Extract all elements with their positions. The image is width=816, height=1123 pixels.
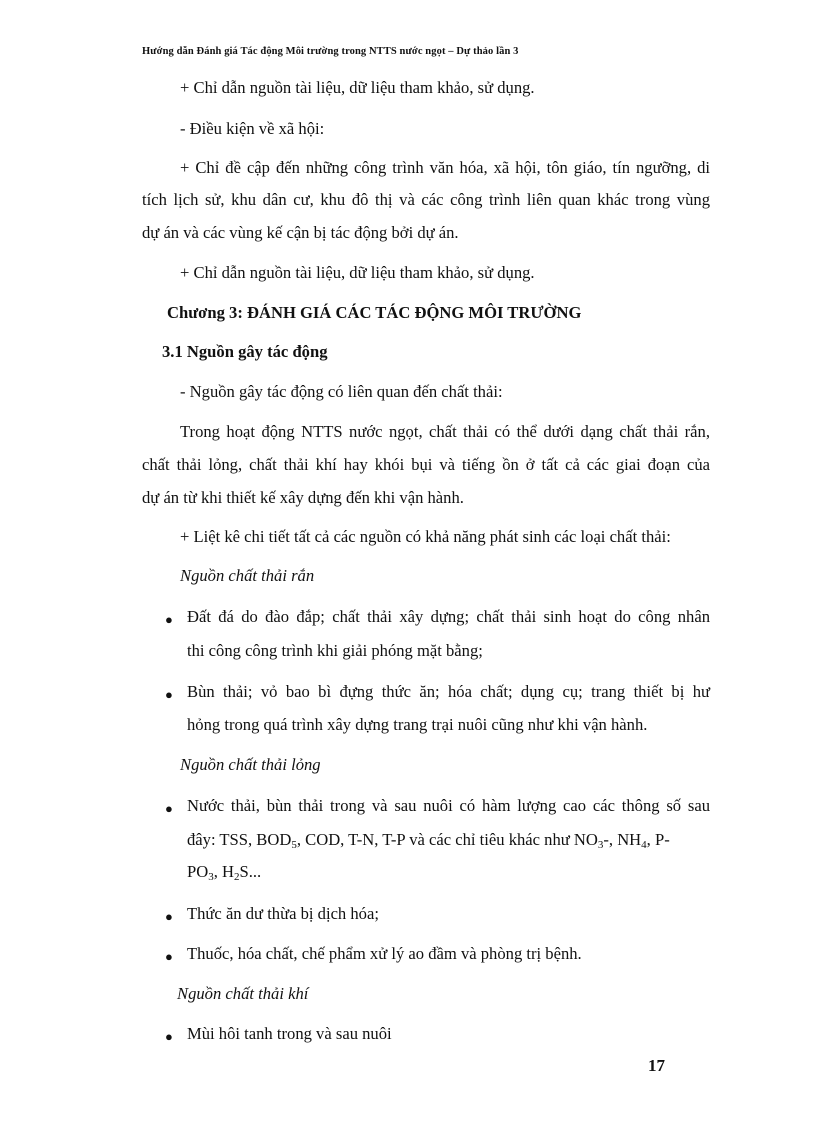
subheading-solid-waste: Nguồn chất thải rắn [180,566,315,585]
paragraph-line: chất thải lỏng, chất thải khí hay khói bụi và tiếng ồn ở tất cả các giai đoạn của [142,455,710,474]
paragraph-line: Trong hoạt động NTTS nước ngọt, chất thải có thể dưới dạng chất thải rắn, [180,422,710,441]
paragraph-line: + Chỉ đề cập đến những công trình văn hóa, xã hội, tôn giáo, tín ngưỡng, di [180,158,710,177]
list-item: Mùi hôi tanh trong và sau nuôi [187,1024,392,1043]
paragraph-line: + Chỉ dẫn nguồn tài liệu, dữ liệu tham khảo, sử dụng. [180,78,535,97]
bullet-icon: ● [165,949,173,964]
list-item: $PO_3$, $H_2S$... [187,862,262,883]
list-item: Thuốc, hóa chất, chế phẩm xử lý ao đầm và phòng trị bệnh. [187,944,582,963]
paragraph-line: + Chỉ dẫn nguồn tài liệu, dữ liệu tham khảo, sử dụng. [180,263,535,282]
bullet-icon: ● [165,801,173,816]
paragraph-line: dự án và các vùng kế cận bị tác động bởi dự án. [142,223,459,242]
page-number: 17 [648,1056,665,1075]
subheading-liquid-waste: Nguồn chất thải lỏng [180,755,321,774]
list-item [187,832,710,851]
list-item: thi công công trình khi giải phóng mặt bằng; [187,641,483,660]
bullet-icon: ● [165,612,173,627]
list-item: Thức ăn dư thừa bị dịch hóa; [187,904,379,923]
bullet-icon: ● [165,909,173,924]
paragraph-line: - Nguồn gây tác động có liên quan đến chất thải: [180,382,503,401]
paragraph-line: tích lịch sử, khu dân cư, khu đô thị và các công trình liên quan khác trong vùng [142,190,710,209]
subheading-gas-waste: Nguồn chất thải khí [177,984,309,1003]
list-item: Bùn thải; vỏ bao bì đựng thức ăn; hóa chất; dụng cụ; trang thiết bị hư [187,682,710,701]
list-item: hỏng trong quá trình xây dựng trang trại nuôi cũng như khi vận hành. [187,715,648,734]
list-item: Đất đá do đào đắp; chất thải xây dựng; chất thải sinh hoạt do công nhân [187,607,710,626]
paragraph-line: dự án từ khi thiết kế xây dựng đến khi vận hành. [142,488,464,507]
paragraph-line: - Điều kiện về xã hội: [180,119,325,138]
section-heading: 3.1 Nguồn gây tác động [162,342,328,361]
bullet-icon: ● [165,1029,173,1044]
chapter-heading: Chương 3: ĐÁNH GIÁ CÁC TÁC ĐỘNG MÔI TRƯỜNG [167,303,582,322]
list-item-text: đây: TSS, $BOD_5$, COD, T-N, T-P và các chỉ tiêu khác như $NO_3-$, $NH_4$, P- [187,830,670,851]
bullet-icon: ● [165,687,173,702]
paragraph-line: + Liệt kê chi tiết tất cả các nguồn có khả năng phát sinh các loại chất thải: [180,527,671,546]
list-item: Nước thải, bùn thải trong và sau nuôi có hàm lượng cao các thông số sau [187,796,710,815]
running-header: Hướng dẫn Đánh giá Tác động Môi trường trong NTTS nước ngọt – Dự thảo lần 3 [142,46,519,57]
